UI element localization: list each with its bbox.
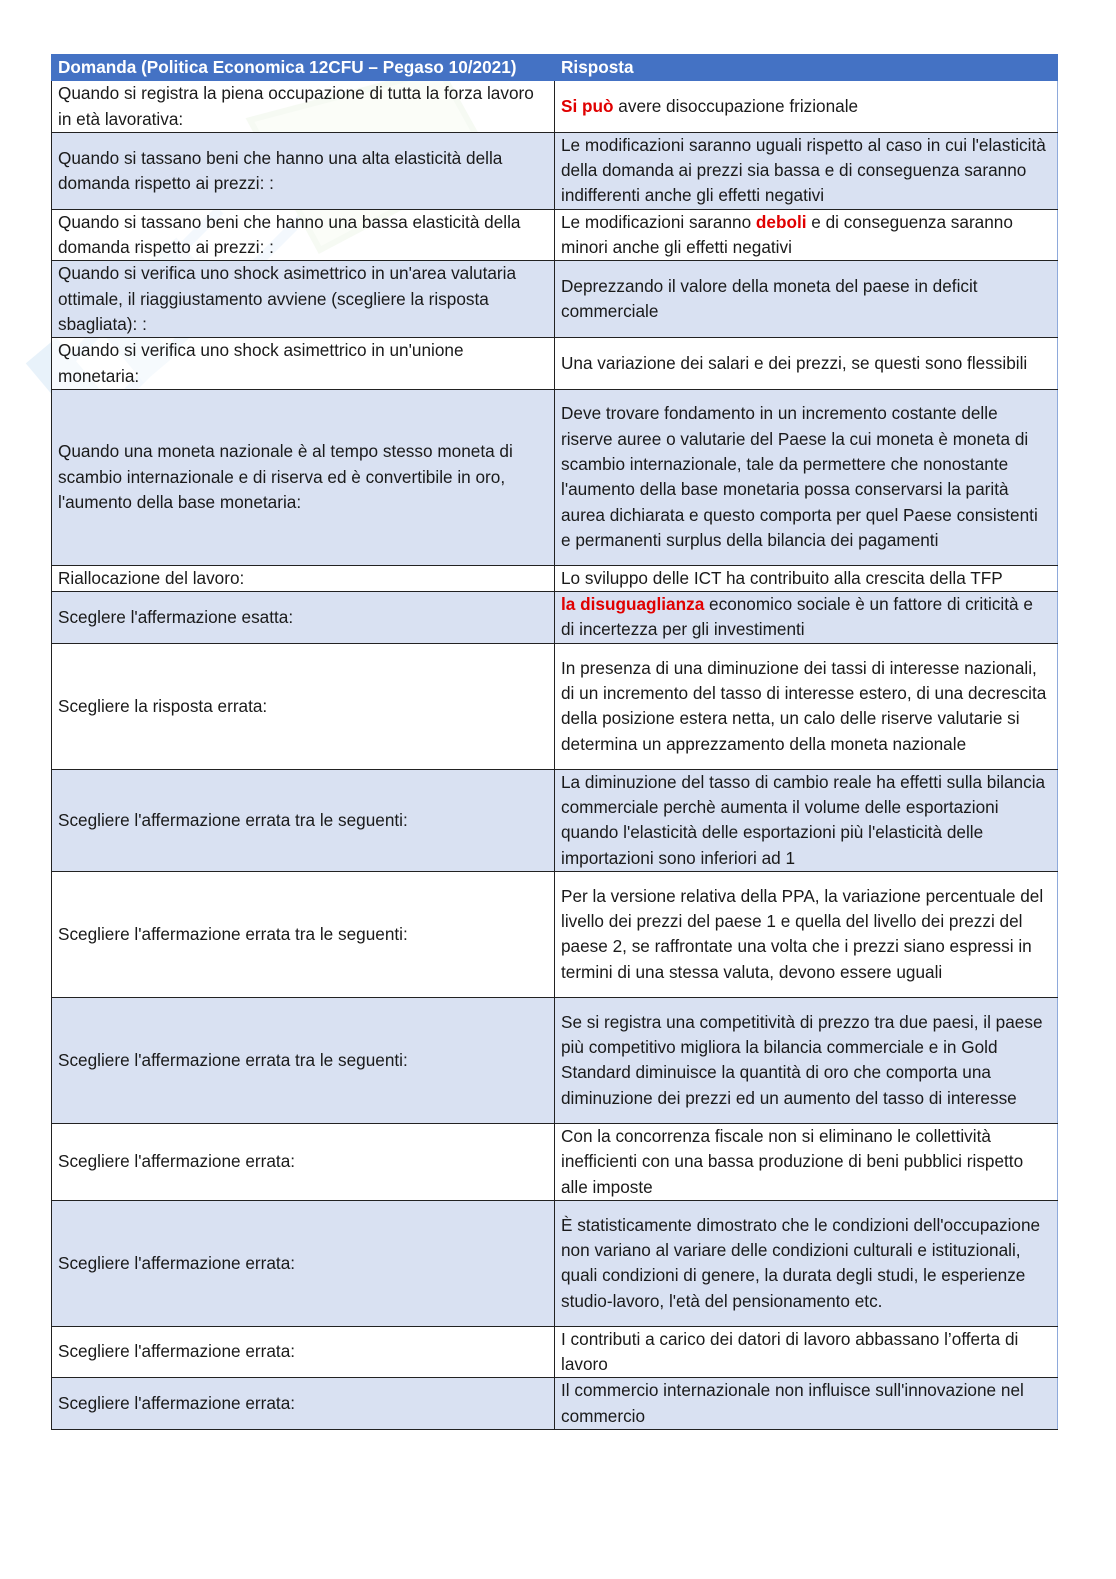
table-row [52,1123,1058,1200]
question-cell: Scegliere l'affermazione errata: [52,1200,555,1326]
table-header [52,55,1058,81]
answer-text: economico sociale è un fattore di criticità e di incertezza per gli investimenti [561,594,1033,640]
question-cell: Quando si tassano beni che hanno una bassa elasticità della domanda rispetto ai prezzi: : [52,209,555,261]
answer-cell: Con la concorrenza fiscale non si eliminano le collettività inefficienti con una bassa produzione di beni pubblici rispetto alle imposte [555,1123,1058,1200]
answer-cell: È statisticamente dimostrato che le condizioni dell'occupazione non variano al variare delle condizioni culturali e istituzionali, quali condizioni di genere, la durata degli studi, le esperienze studio-lavoro, l'età del pensionamento etc. [555,1200,1058,1326]
table-row [52,389,1058,565]
table-row [52,565,1058,591]
answer-highlight: deboli [755,211,807,232]
qa-table [51,54,1058,1430]
table-row [52,132,1058,209]
answer-text: avere disoccupazione frizionale [613,95,859,116]
question-cell: Scegliere l'affermazione errata: [52,1378,555,1430]
question-cell: Scegliere la risposta errata: [52,643,555,769]
question-cell: Quando si registra la piena occupazione di tutta la forza lavoro in età lavorativa: [52,81,555,133]
answer-cell [555,81,1058,133]
answer-cell [555,592,1058,644]
question-cell: Quando una moneta nazionale è al tempo stesso moneta di scambio internazionale e di riserva ed è convertibile in oro, l'aumento della base monetaria: [52,389,555,565]
table-row [52,592,1058,644]
question-cell: Scegliere l'affermazione errata tra le seguenti: [52,997,555,1123]
answer-cell: I contributi a carico dei datori di lavoro abbassano l’offerta di lavoro [555,1326,1058,1378]
question-cell: Scegliere l'affermazione errata tra le seguenti: [52,769,555,871]
table-row [52,997,1058,1123]
answer-cell: Lo sviluppo delle ICT ha contribuito alla crescita della TFP [555,565,1058,591]
table-row [52,1200,1058,1326]
answer-cell: Deve trovare fondamento in un incremento costante delle riserve auree o valutarie del Paese la cui moneta è moneta di scambio internazionale, tale da permettere che nonostante l'aumento della base monetaria possa conservarsi la parità aurea dichiarata e questo comporta per quel Paese consistenti e permanenti surplus della bilancia dei pagamenti [555,389,1058,565]
answer-cell: La diminuzione del tasso di cambio reale ha effetti sulla bilancia commerciale perchè aumenta il volume delle esportazioni quando l'elasticità delle esportazioni più l'elasticità delle importazioni sono inferiori ad 1 [555,769,1058,871]
question-cell: Scegliere l'affermazione errata: [52,1123,555,1200]
table-row [52,261,1058,338]
answer-cell [555,209,1058,261]
answer-text: e di conseguenza saranno minori anche gli effetti negativi [561,211,1013,258]
table-row [52,769,1058,871]
answer-cell: Se si registra una competitività di prezzo tra due paesi, il paese più competitivo migliora la bilancia commerciale e in Gold Standard diminuisce la quantità di oro che comporta una diminuzione dei prezzi ed un aumento del tasso di interesse [555,997,1058,1123]
answer-cell: Deprezzando il valore della moneta del paese in deficit commerciale [555,261,1058,338]
question-cell: Scegliere l'affermazione errata tra le seguenti: [52,871,555,997]
answer-cell: In presenza di una diminuzione dei tassi di interesse nazionali, di un incremento del tasso di interesse estero, di una decrescita della posizione estera netta, un calo delle riserve valutarie si determina un apprezzamento della moneta nazionale [555,643,1058,769]
question-cell: Sceglere l'affermazione esatta: [52,592,555,644]
question-cell: Quando si verifica uno shock asimettrico in un'unione monetaria: [52,338,555,390]
table-row [52,338,1058,390]
answer-cell: Il commercio internazionale non influisce sull'innovazione nel commercio [555,1378,1058,1430]
answer-cell: Una variazione dei salari e dei prezzi, se questi sono flessibili [555,338,1058,390]
answer-cell: Le modificazioni saranno uguali rispetto al caso in cui l'elasticità della domanda ai prezzi sia bassa e di conseguenza saranno indifferenti anche gli effetti negativi [555,132,1058,209]
question-cell: Scegliere l'affermazione errata: [52,1326,555,1378]
answer-highlight: la disuguaglianza [561,594,705,615]
question-cell: Quando si verifica uno shock asimettrico in un'area valutaria ottimale, il riaggiustamento avviene (scegliere la risposta sbagliata): : [52,261,555,338]
table-row [52,81,1058,133]
answer-highlight: Si può [561,95,614,116]
header-question: Domanda (Politica Economica 12CFU – Pegaso 10/2021) [52,55,555,81]
header-answer: Risposta [555,55,1058,81]
answer-text: Le modificazioni saranno [561,211,756,232]
table-row [52,643,1058,769]
table-row [52,209,1058,261]
table-row [52,1326,1058,1378]
table-row [52,871,1058,997]
answer-cell: Per la versione relativa della PPA, la variazione percentuale del livello dei prezzi del paese 1 e quella del livello dei prezzi del paese 2, se raffrontate una volta che i prezzi siano espressi in termini di una stessa valuta, devono essere uguali [555,871,1058,997]
table-row [52,1378,1058,1430]
question-cell: Quando si tassano beni che hanno una alta elasticità della domanda rispetto ai prezzi: : [52,132,555,209]
question-cell: Riallocazione del lavoro: [52,565,555,591]
